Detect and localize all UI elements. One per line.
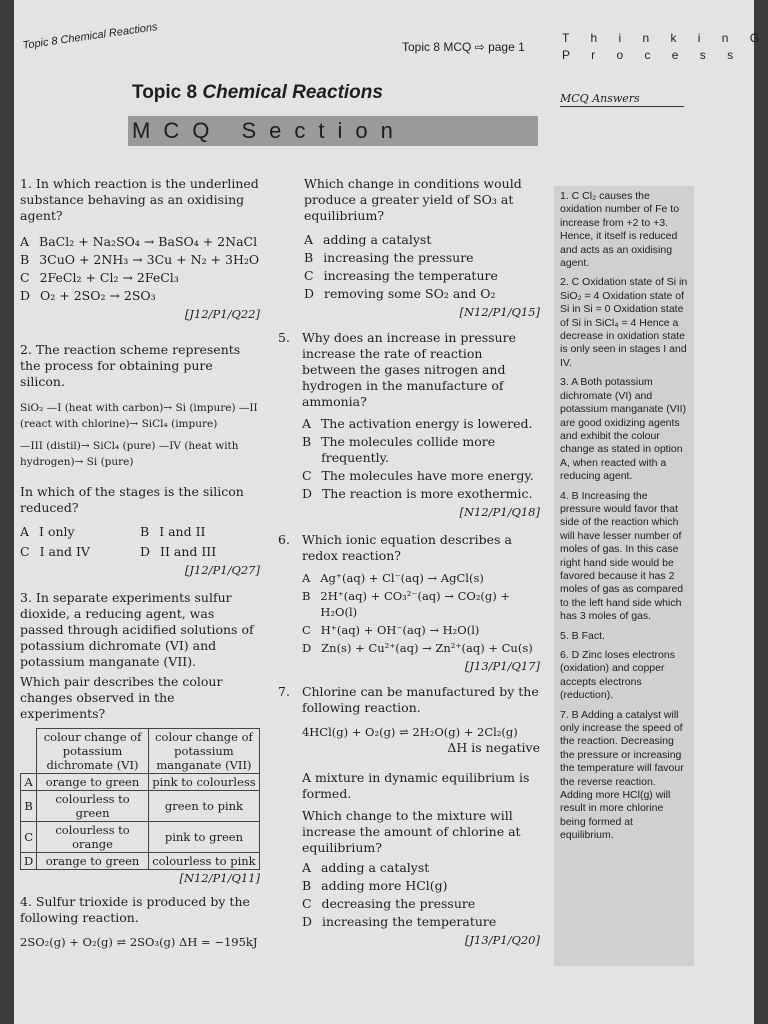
option-text: I only bbox=[39, 524, 75, 539]
option-text: H⁺(aq) + OH⁻(aq) → H₂O(l) bbox=[320, 623, 480, 637]
topic-tag: Topic 8 Chemical Reactions bbox=[22, 21, 159, 52]
option[interactable] bbox=[304, 286, 540, 302]
table-row[interactable] bbox=[21, 822, 260, 853]
reaction-scheme-row-2: —III (distil)→ SiCl₄ (pure) —IV (heat with hydrogen)→ Si (pure) bbox=[20, 440, 239, 468]
option[interactable] bbox=[302, 622, 540, 638]
option[interactable] bbox=[302, 896, 540, 912]
option-letter: A bbox=[301, 416, 311, 431]
option-text: decreasing the pressure bbox=[321, 896, 476, 911]
option[interactable] bbox=[140, 524, 260, 540]
thinking-process-logo bbox=[562, 30, 768, 64]
option-text: increasing the pressure bbox=[323, 250, 474, 265]
option-text: 2FeCl₂ + Cl₂ → 2FeCl₃ bbox=[39, 270, 179, 285]
option[interactable] bbox=[304, 250, 540, 266]
question-6 bbox=[278, 532, 540, 674]
option-letter: C bbox=[20, 544, 30, 559]
question-stem: Why does an increase in pressure increase the rate of reaction between the gases nitrogen and hydrogen in the manufacture of ammonia? bbox=[301, 330, 516, 409]
option-letter: B bbox=[20, 252, 30, 267]
option-letter: C bbox=[301, 896, 312, 911]
table-corner bbox=[21, 729, 37, 774]
reaction-scheme-row-1: SiO₂ —I (heat with carbon)→ Si (impure) —II (react with chlorine)→ SiCl₄ (impure) bbox=[20, 402, 258, 430]
option-text: The molecules have more energy. bbox=[321, 468, 534, 483]
answer-item: 3. A Both potassium dichromate (VI) and potassium manganate (VII) are good oxidizing agents and exhibit the colour change as stated in option A, when reacted with a reducing agent. bbox=[560, 376, 687, 483]
question-context: A mixture in dynamic equilibrium is formed. bbox=[301, 770, 530, 801]
question-ref: [J12/P1/Q22] bbox=[184, 307, 260, 321]
question-text: In which of the stages is the silicon reduced? bbox=[20, 484, 244, 515]
answers-heading: MCQ Answers bbox=[560, 92, 684, 107]
question-stem: 2. The reaction scheme represents the process for obtaining pure silicon. bbox=[20, 342, 241, 389]
option-text: Ag⁺(aq) + Cl⁻(aq) → AgCl(s) bbox=[320, 571, 484, 585]
question-4-continued bbox=[278, 176, 540, 320]
option-text: O₂ + 2SO₂ → 2SO₃ bbox=[40, 288, 156, 303]
option-text: increasing the temperature bbox=[321, 914, 497, 929]
option[interactable] bbox=[302, 588, 540, 620]
answer-item: 1. C Cl₂ causes the oxidation number of Fe to increase from +2 to +3. Hence, it itself is reduced and acts as an oxidising agent. bbox=[560, 190, 680, 270]
question-text: Which change to the mixture will increase the amount of chlorine at equilibrium? bbox=[301, 808, 521, 855]
option[interactable] bbox=[20, 288, 260, 304]
table-cell: pink to colourless bbox=[148, 774, 259, 791]
option-text: The reaction is more exothermic. bbox=[321, 486, 533, 501]
option[interactable] bbox=[304, 268, 540, 284]
option-letter: B bbox=[304, 250, 314, 265]
option[interactable] bbox=[20, 524, 140, 540]
question-4-start bbox=[20, 894, 260, 950]
page-title bbox=[132, 82, 383, 104]
option-text: BaCl₂ + Na₂SO₄ → BaSO₄ + 2NaCl bbox=[39, 234, 258, 249]
answers-panel bbox=[554, 186, 694, 966]
option-letter: A bbox=[20, 524, 30, 539]
option[interactable] bbox=[302, 914, 540, 930]
question-5 bbox=[278, 330, 540, 520]
option-letter: D bbox=[20, 288, 31, 303]
option[interactable] bbox=[20, 234, 260, 250]
reaction-equation: 2SO₂(g) + O₂(g) ⇌ 2SO₃(g) ΔH = −195kJ bbox=[20, 935, 258, 949]
option-letter: A bbox=[301, 571, 311, 585]
option[interactable] bbox=[302, 860, 540, 876]
option-letter: D bbox=[301, 641, 312, 655]
table-header: colour change of potassium dichromate (VI) bbox=[37, 729, 149, 774]
table-row[interactable] bbox=[21, 791, 260, 822]
middle-column bbox=[278, 176, 540, 948]
option-list bbox=[302, 860, 540, 930]
option-letter: B bbox=[140, 524, 150, 539]
answer-item: 4. B Increasing the pressure would favor that side of the reaction which will have lesser number of moles of gas. In this case right hand side would be favored because it has 2 moles of gas as compared to the left hand side which has 3 moles of gas. bbox=[560, 489, 684, 623]
question-stem: 3. In separate experiments sulfur dioxide, a reducing agent, was passed through acidified solutions of potassium dichromate (VI) and potassium manganate (VII). bbox=[20, 590, 254, 669]
question-text: Which change in conditions would produce a greater yield of SO₃ at equilibrium? bbox=[304, 176, 522, 223]
option-letter: C bbox=[301, 468, 312, 483]
question-ref: [J12/P1/Q27] bbox=[184, 563, 260, 577]
option[interactable] bbox=[20, 252, 260, 268]
option-letter: C bbox=[20, 270, 30, 285]
question-ref: [N12/P1/Q11] bbox=[179, 871, 260, 885]
table-row[interactable] bbox=[21, 853, 260, 870]
option-letter: B bbox=[301, 589, 311, 603]
table-cell: colourless to pink bbox=[148, 853, 259, 870]
option[interactable] bbox=[302, 878, 540, 894]
enthalpy-note: ΔH is negative bbox=[447, 740, 540, 755]
option-letter: D bbox=[140, 544, 151, 559]
option[interactable] bbox=[140, 544, 260, 560]
question-ref: [J13/P1/Q17] bbox=[464, 659, 540, 673]
table-cell: pink to green bbox=[148, 822, 259, 853]
logo-line-2: P r o c e s s bbox=[562, 48, 743, 62]
question-ref: [J13/P1/Q20] bbox=[464, 933, 540, 947]
page-label: Topic 8 MCQ ⇨ page 1 bbox=[402, 40, 525, 54]
answer-item: 2. C Oxidation state of Si in SiO₂ = 4 Oxidation state of Si in Si = 0 Oxidation state of Si in SiCl₄ = 4 Hence a decrease in oxidation state is only seen in stages I and IV. bbox=[560, 276, 688, 369]
title-main: Chemical Reactions bbox=[202, 82, 383, 103]
question-ref: [N12/P1/Q18] bbox=[459, 505, 540, 519]
answer-item: 6. D Zinc loses electrons (oxidation) and copper accepts electrons (reduction). bbox=[560, 649, 675, 702]
option-list bbox=[302, 416, 540, 502]
question-stem: 4. Sulfur trioxide is produced by the following reaction. bbox=[20, 894, 250, 925]
logo-line-1: T h i n k i n G bbox=[562, 31, 768, 45]
question-number: 7. bbox=[278, 684, 290, 699]
option-text: The molecules collide more frequently. bbox=[321, 434, 496, 465]
worksheet-page bbox=[14, 0, 768, 1024]
option[interactable] bbox=[302, 416, 540, 432]
row-letter: B bbox=[21, 791, 37, 822]
table-cell: orange to green bbox=[37, 853, 149, 870]
option-letter: A bbox=[304, 232, 314, 247]
option[interactable] bbox=[302, 570, 540, 586]
table-cell: colourless to green bbox=[37, 791, 149, 822]
option-text: adding a catalyst bbox=[320, 860, 430, 875]
option-text: Zn(s) + Cu²⁺(aq) → Zn²⁺(aq) + Cu(s) bbox=[321, 641, 533, 655]
table-row[interactable] bbox=[21, 774, 260, 791]
option-letter: B bbox=[301, 878, 312, 893]
question-3 bbox=[20, 590, 260, 886]
question-ref: [N12/P1/Q15] bbox=[459, 305, 540, 319]
option[interactable] bbox=[302, 434, 540, 466]
table-cell: orange to green bbox=[37, 774, 149, 791]
option-text: adding more HCl(g) bbox=[321, 878, 448, 893]
question-stem: 1. In which reaction is the underlined substance behaving as an oxidising agent? bbox=[20, 176, 259, 223]
option[interactable] bbox=[302, 486, 540, 502]
option-text: I and IV bbox=[39, 544, 90, 559]
option[interactable] bbox=[20, 544, 140, 560]
row-letter: D bbox=[21, 853, 37, 870]
option-letter: C bbox=[304, 268, 314, 283]
option-letter: D bbox=[301, 914, 312, 929]
option[interactable] bbox=[302, 468, 540, 484]
option-text: removing some SO₂ and O₂ bbox=[324, 286, 496, 301]
option[interactable] bbox=[304, 232, 540, 248]
option-letter: D bbox=[304, 286, 315, 301]
reaction-equation: 4HCl(g) + O₂(g) ⇌ 2H₂O(g) + 2Cl₂(g) bbox=[301, 725, 518, 739]
option[interactable] bbox=[302, 640, 540, 656]
option-list bbox=[20, 234, 260, 304]
question-number: 5. bbox=[278, 330, 290, 345]
row-letter: A bbox=[21, 774, 37, 791]
option-text: 3CuO + 2NH₃ → 3Cu + N₂ + 3H₂O bbox=[39, 252, 260, 267]
table-cell: green to pink bbox=[148, 791, 259, 822]
table-cell: colourless to orange bbox=[37, 822, 149, 853]
colour-change-table bbox=[20, 728, 260, 870]
row-letter: C bbox=[21, 822, 37, 853]
option-text: The activation energy is lowered. bbox=[320, 416, 533, 431]
option-list bbox=[302, 570, 540, 656]
option-letter: A bbox=[301, 860, 311, 875]
question-stem: Which ionic equation describes a redox reaction? bbox=[301, 532, 512, 563]
option[interactable] bbox=[20, 270, 260, 286]
question-stem: Chlorine can be manufactured by the following reaction. bbox=[301, 684, 539, 715]
question-1 bbox=[20, 176, 260, 322]
option-grid bbox=[20, 522, 260, 562]
title-prefix: Topic 8 bbox=[132, 82, 198, 103]
answer-item: 5. B Fact. bbox=[560, 629, 605, 642]
question-2 bbox=[20, 342, 260, 578]
section-title: MCQ Section bbox=[132, 118, 406, 143]
answer-item: 7. B Adding a catalyst will only increase the speed of the reaction. Decreasing the pressure or increasing the temperature will favour the reverse reaction. Adding more HCl(g) will result in more chlorine being formed at equilibrium. bbox=[560, 708, 684, 842]
option-letter: D bbox=[301, 486, 312, 501]
option-list bbox=[304, 232, 540, 302]
question-7 bbox=[278, 684, 540, 948]
left-column bbox=[20, 176, 260, 950]
option-text: adding a catalyst bbox=[323, 232, 432, 247]
option-text: 2H⁺(aq) + CO₃²⁻(aq) → CO₂(g) + H₂O(l) bbox=[320, 589, 511, 619]
option-text: I and II bbox=[159, 524, 206, 539]
option-letter: B bbox=[301, 434, 312, 449]
option-text: II and III bbox=[160, 544, 217, 559]
table-header: colour change of potassium manganate (VII) bbox=[148, 729, 259, 774]
option-letter: C bbox=[301, 623, 311, 637]
question-number: 6. bbox=[278, 532, 290, 547]
question-text: Which pair describes the colour changes observed in the experiments? bbox=[20, 674, 223, 721]
option-letter: A bbox=[20, 234, 30, 249]
option-text: increasing the temperature bbox=[323, 268, 498, 283]
